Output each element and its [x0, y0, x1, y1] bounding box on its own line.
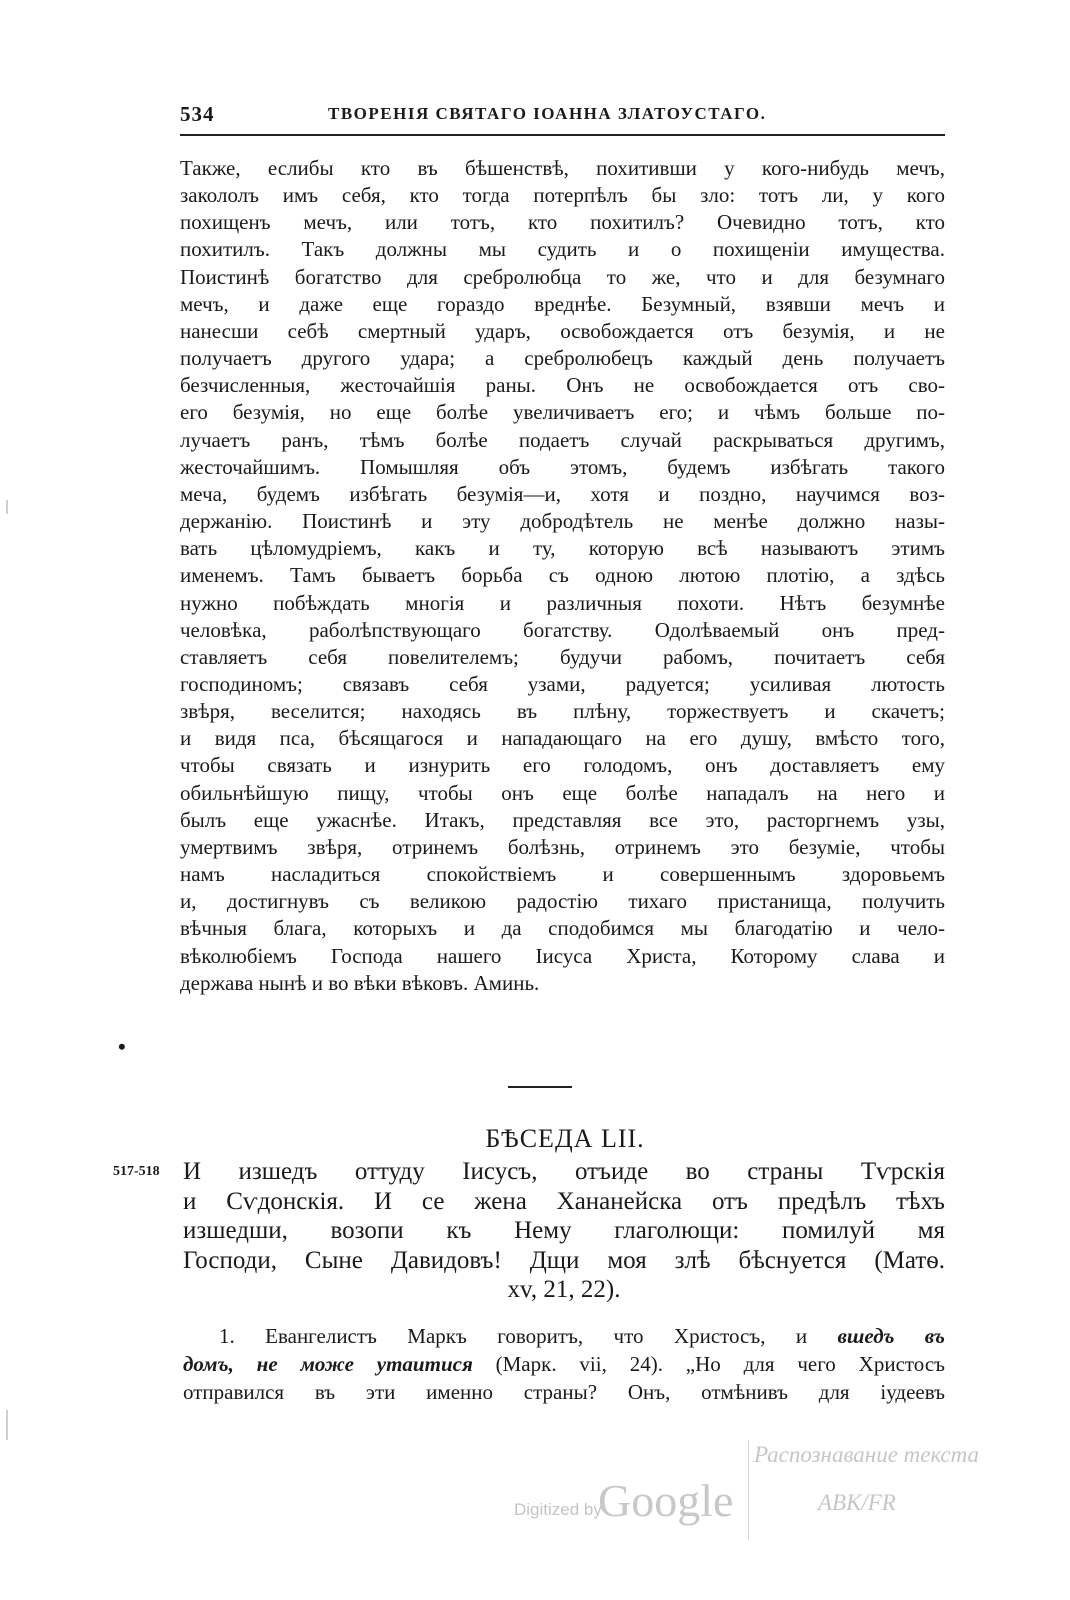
text-line: лучаетъ ранъ, тѣмъ болѣе подаетъ случай раскрываться другимъ,	[180, 427, 945, 452]
text-line: и видя пса, бѣсящагося и нападающаго на его душу, вмѣсто того,	[180, 726, 945, 751]
watermark-divider	[748, 1440, 749, 1540]
verse-line: изшедши, возопи къ Нему глаголющи: помилуй мя	[183, 1217, 945, 1244]
scan-edge-mark	[6, 500, 8, 514]
text-line: вать цѣломудріемъ, какъ и ту, которую всѣ называютъ этимъ	[180, 536, 945, 561]
para-italic: домъ, не може утаитися	[183, 1352, 473, 1376]
verse-line: xv, 21, 22).	[507, 1276, 621, 1303]
text-line: безчисленныя, жесточайшія раны. Онъ не освобождается отъ сво-	[180, 373, 945, 398]
body-text	[180, 155, 945, 997]
para-text: (Марк. vii, 24). „Но для чего Христосъ	[472, 1352, 945, 1376]
homily-title: БѢСЕДА LII.	[485, 1124, 645, 1153]
text-line: былъ еще ужаснѣе. Итакъ, представляя все это, расторгнемъ узы,	[180, 807, 945, 832]
text-line: намъ насладиться спокойствіемъ и совершеннымъ здоровьемъ	[180, 862, 945, 887]
margin-reference: 517-518	[113, 1164, 160, 1179]
margin-mark: •	[118, 1034, 126, 1059]
text-line: обильнѣйшую пищу, чтобы онъ еще болѣе нападалъ на него и	[180, 780, 945, 805]
ocr-credit-initials: АВК/FR	[818, 1490, 896, 1515]
homily-paragraph	[183, 1322, 945, 1406]
verse-line: И изшедъ оттуду Іисусъ, отъиде во страны Тѵрскія	[183, 1158, 945, 1185]
text-line: вѣчныя блага, которыхъ и да сподобимся мы благодатію и чело-	[180, 916, 945, 941]
para-line	[183, 1322, 945, 1350]
running-title: ТВОРЕНІЯ СВЯТАГО ІОАННА ЗЛАТОУСТАГО.	[328, 104, 767, 123]
text-line: жесточайшимъ. Помышляя объ этомъ, будемъ избѣгать такого	[180, 454, 945, 479]
text-line: Также, еслибы кто въ бѣшенствѣ, похитивши у кого-нибудь мечъ,	[180, 156, 945, 180]
page-header	[180, 100, 945, 136]
text-line: Поистинѣ богатство для сребролюбца то же, что и для безумнаго	[180, 264, 945, 289]
para-line	[183, 1350, 945, 1378]
section-divider	[508, 1086, 572, 1088]
text-line: ставляетъ себя повелителемъ; будучи рабомъ, почитаетъ себя	[180, 644, 945, 669]
text-line-last: держава нынѣ и во вѣки вѣковъ. Аминь.	[180, 970, 540, 995]
text-line: его безумія, но еще болѣе увеличиваетъ его; и чѣмъ больше по-	[180, 400, 945, 425]
scan-edge-mark	[6, 1410, 8, 1440]
ocr-credit-line: Распознавание текста	[754, 1442, 979, 1467]
text-line: умертвимъ звѣря, отринемъ болѣзнь, отринемъ это безуміе, чтобы	[180, 834, 945, 859]
verse-line: и Сѵдонскія. И се жена Хананейска отъ предѣлъ тѣхъ	[183, 1187, 945, 1215]
text-line: вѣколюбіемъ Господа нашего Іисуса Христа, Которому слава и	[180, 943, 945, 968]
text-line: мечъ, и даже еще гораздо вреднѣе. Безумный, взявши мечъ и	[180, 291, 945, 316]
text-line: человѣка, раболѣпствующаго богатству. Одолѣваемый онъ пред-	[180, 617, 945, 642]
scripture-verse	[183, 1157, 945, 1305]
text-line: закололъ имъ себя, кто тогда потерпѣлъ бы зло: тотъ ли, у кого	[180, 183, 945, 208]
text-line: похищенъ мечъ, или тотъ, кто похитилъ? Очевидно тотъ, кто	[180, 210, 945, 235]
text-line: похитилъ. Такъ должны мы судить и о похищеніи имущества.	[180, 237, 945, 262]
text-line: держанію. Поистинѣ и эту добродѣтель не менѣе должно назы-	[180, 509, 945, 534]
google-logo: Google	[598, 1475, 734, 1526]
text-line: господиномъ; связавъ себя узами, радуется; усиливая лютость	[180, 671, 945, 696]
text-line: именемъ. Тамъ бываетъ борьба съ одною лютою плотію, а здѣсь	[180, 563, 945, 588]
text-line: получаетъ другого удара; а сребролюбецъ каждый день получаетъ	[180, 346, 945, 371]
para-line: отправился въ эти именно страны? Онъ, отмѣнивъ для іудеевъ	[183, 1380, 945, 1404]
text-line: меча, будемъ избѣгать безумія—и, хотя и поздно, научимся воз-	[180, 481, 945, 506]
digitized-by-label: Digitized by	[514, 1500, 602, 1519]
text-line: чтобы связать и изнурить его голодомъ, онъ доставляетъ ему	[180, 753, 945, 778]
page-number: 534	[180, 102, 215, 126]
para-italic: вшедъ въ	[837, 1324, 945, 1348]
para-text: 1. Евангелистъ Маркъ говоритъ, что Христосъ, и	[219, 1324, 838, 1348]
text-line: нужно побѣждать многія и различныя похоти. Нѣтъ безумнѣе	[180, 590, 945, 615]
verse-line: Господи, Сыне Давидовъ! Дщи моя злѣ бѣснуется (Матѳ.	[183, 1246, 945, 1274]
text-line: и, достигнувъ съ великою радостію тихаго пристанища, получить	[180, 889, 945, 914]
text-line: нанесши себѣ смертный ударъ, освобождается отъ безумія, и не	[180, 318, 945, 343]
text-line: звѣря, веселится; находясь въ плѣну, торжествуетъ и скачетъ;	[180, 699, 945, 724]
